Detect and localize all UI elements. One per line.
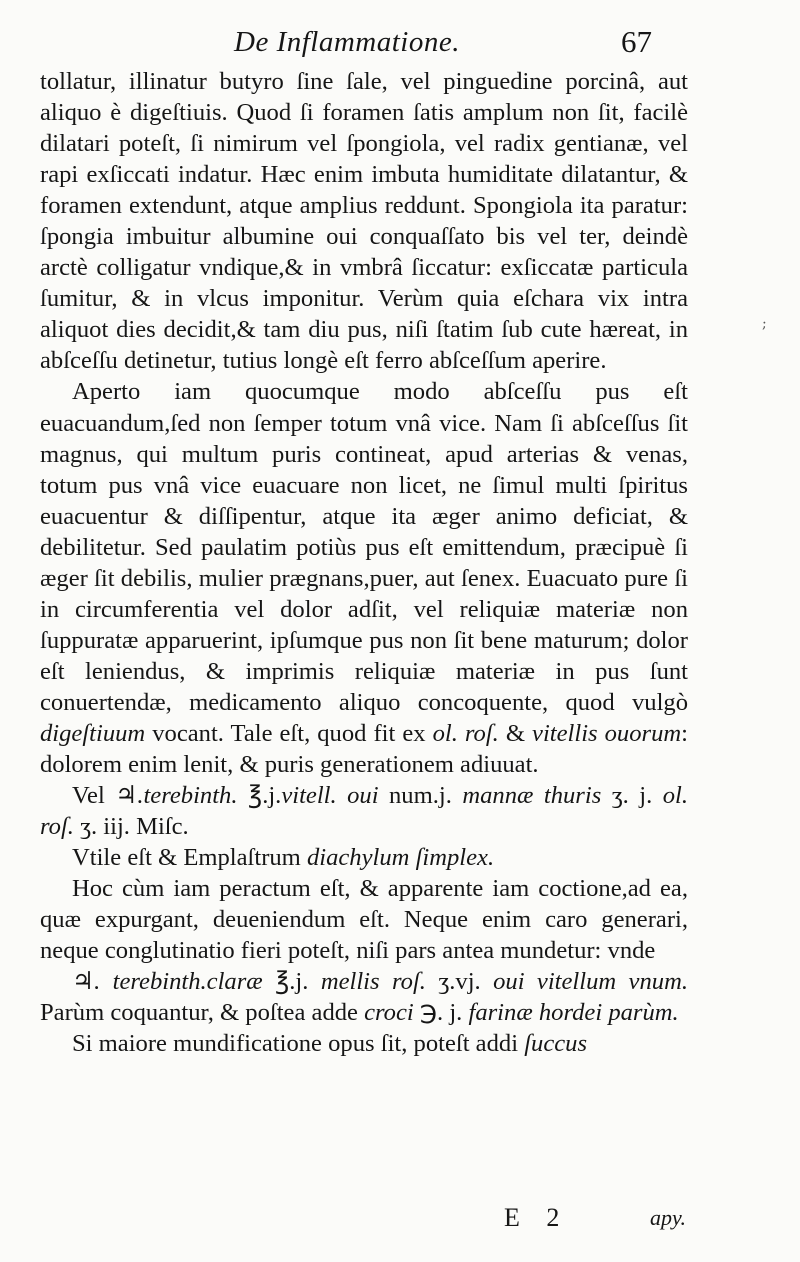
italic-run: .terebinth. xyxy=(137,782,238,810)
text-run: Vel xyxy=(72,782,116,810)
text-run: tollatur, illinatur butyro ſine ſale, vel pinguedine porcinâ, aut aliquo è digeſtiuis. Quod ſi foramen ſatis amplum non ſit, facilè dilatari poteſt, ſi nimirum vel ſpongiola, vel radix gentianæ, vel rapi exſiccati indatur. Hæc enim imbuta humiditate dilatantur, & foramen extendunt, atque amplius reddunt. Spongiola ita paratur: ſpongia imbuitur albumine oui conquaſſato bis vel ter, deindè arctè colligatur vndique,& in vmbrâ ſiccatur: exſiccatæ particula ſumitur, & in vlcus imponitur. Verùm quia eſchara vix intra aliquot dies decidit,& tam diu pus, niſi ſtatim ſub cute hæreat, in abſceſſu detinetur, tutius longè eſt ferro abſceſſum aperire. xyxy=(40,68,688,375)
italic-run: diachylum ſimplex. xyxy=(306,844,495,872)
text-run: ʒ.vj. xyxy=(425,968,494,996)
body-text xyxy=(40,66,688,1060)
text-run: Parùm coquantur, & poſtea adde xyxy=(40,999,365,1027)
paragraph-aperto xyxy=(40,376,688,780)
signature-mark: E 2 xyxy=(504,1203,570,1232)
italic-run: croci xyxy=(364,999,414,1027)
italic-run: ol. roſ. xyxy=(432,719,499,747)
italic-run: . terebinth.claræ xyxy=(94,968,263,996)
text-run: Hoc cùm iam peractum eſt, & apparente iam coctione,ad ea, quæ expurgant, deueniendum eſt. Neque enim caro generari, neque conglutinatio fieri poteſt, niſi pars antea mundetur: vnde xyxy=(40,875,688,965)
italic-run: digeſtiuum xyxy=(40,719,146,747)
paragraph-hoc-cum xyxy=(40,873,688,966)
text-run: ℥.j. xyxy=(237,782,282,810)
text-run: num.j. xyxy=(378,782,463,810)
text-run: ʒ. j. xyxy=(601,782,663,810)
text-run: Si maiore mundificatione opus ſit, poteſt addi xyxy=(72,1030,525,1058)
text-run: vocant. Tale eſt, quod fit ex xyxy=(145,719,433,747)
text-run: : dolorem enim lenit, & puris generationem adiuuat. xyxy=(40,719,688,779)
italic-run: oui vitellum vnum. xyxy=(493,968,688,996)
text-run: Vtile eſt & Emplaſtrum xyxy=(72,844,307,872)
text-run: Aperto iam quocumque modo abſceſſu pus eſt euacuandum,ſed non ſemper totum vnâ vice. Nam ſi abſceſſus ſit magnus, qui multum puris contineat, apud arterias & venas, totum pus vnâ vice euacuare non licet, ne ſimul multi ſpiritus euacuentur & diſſipentur, atque ita æger animo deficiat, & debilitetur. Sed paulatim potiùs pus eſt emittendum, præcipuè ſi æger ſit debilis, mulier prægnans,puer, aut ſenex. Euacuato pure ſi in circumferentia vel dolor adſit, vel reliquiæ materiæ non ſuppuratæ apparuerint, ipſumque pus non ſit bene maturum; dolor eſt leniendus, & imprimis reliquiæ materiæ in pus ſunt conuertendæ, medicamento aliquo concoquente, quod vulgò xyxy=(40,378,688,716)
text-run: & xyxy=(498,719,533,747)
page-number: 67 xyxy=(621,24,652,59)
catchword: apy. xyxy=(650,1205,687,1230)
italic-run: farinæ hordei parùm. xyxy=(468,999,679,1027)
text-run: ℈. j. xyxy=(413,999,469,1027)
italic-run: vitell. oui xyxy=(281,782,379,810)
text-run: ♃ xyxy=(72,968,95,996)
text-run: ℥.j. xyxy=(262,968,321,996)
text-run: ♃ xyxy=(115,782,138,810)
italic-run: mannæ thuris xyxy=(462,782,602,810)
recipe-2 xyxy=(40,966,688,1028)
text-run: ʒ. iij. Miſc. xyxy=(73,813,189,841)
italic-run: vitellis ouorum xyxy=(532,719,682,747)
recipe-1 xyxy=(40,780,688,842)
italic-run: ſuccus xyxy=(524,1030,588,1058)
italic-run: ol. roſ. xyxy=(40,782,689,841)
margin-mark: ; xyxy=(762,316,767,332)
page-footer xyxy=(0,1197,800,1237)
running-title: De Inflammatione. xyxy=(234,26,460,58)
italic-run: mellis roſ. xyxy=(320,968,426,996)
paragraph-continued xyxy=(40,66,688,376)
paragraph-si-maiore xyxy=(40,1028,688,1059)
paragraph-emplastrum xyxy=(40,842,688,873)
page-header xyxy=(0,20,800,64)
